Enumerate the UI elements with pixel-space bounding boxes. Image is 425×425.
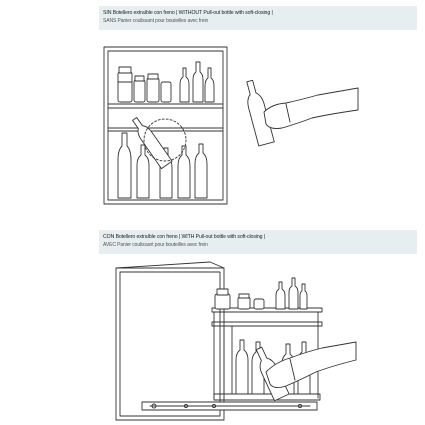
jar-icon [134, 76, 145, 102]
bottle-icon [236, 340, 248, 394]
bottle-icon [137, 145, 149, 198]
caption-without-es-en: SIN Botellero extraíble con freno | WITHOUT Pull-out bottle with soft-closing | [103, 10, 273, 16]
bottle-icon [118, 133, 131, 198]
hand-icon [264, 88, 358, 129]
jar-icon [254, 299, 264, 309]
bottle-icon [193, 62, 203, 102]
cabinet-inner-frame [120, 272, 220, 416]
jar-icon [147, 74, 159, 102]
illustration-with-pullout [0, 256, 425, 425]
hand-icon [266, 342, 356, 388]
banner-without [99, 6, 417, 30]
jar-icon [118, 67, 132, 102]
bottle-icon [180, 68, 189, 102]
bottle-icon [276, 282, 285, 309]
bottle-icon [300, 284, 307, 309]
caption-without-fr: SANS Panier coulissant pour bouteilles avec frein [103, 18, 209, 24]
banner-with [99, 230, 417, 254]
caption-with-fr: AVEC Panier coulissant pour bouteilles avec frein [103, 242, 208, 248]
bottle-icon [178, 146, 190, 198]
jar-icon [238, 294, 250, 309]
jar-icon [215, 289, 230, 309]
bottle-icon [205, 68, 214, 102]
illustration-without-pullout [0, 34, 425, 224]
jar-icon [161, 82, 171, 102]
bottle-icon [195, 144, 207, 198]
caption-with-es-en: CON Botellero extraíble con freno | WITH Pull-out bottle with soft-closing | [103, 234, 266, 240]
bottle-icon [289, 278, 298, 309]
cabinet-frame [116, 268, 224, 420]
